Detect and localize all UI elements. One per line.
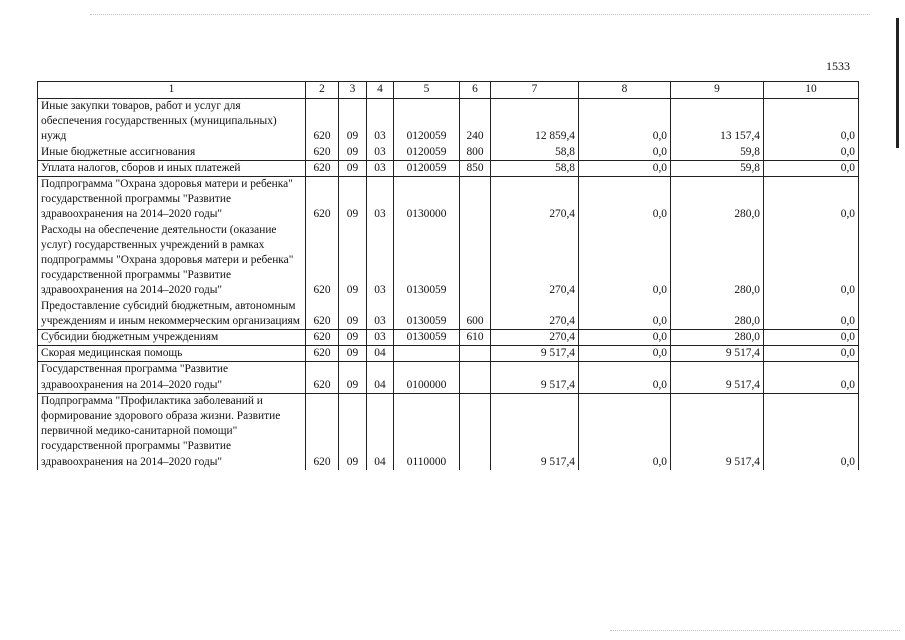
cell-col-7: 9 517,4 bbox=[491, 346, 579, 362]
cell-col-10: 0,0 bbox=[764, 223, 859, 299]
table-row bbox=[38, 299, 859, 330]
cell-col-8: 0,0 bbox=[579, 362, 671, 393]
cell-col-4: 03 bbox=[367, 299, 394, 330]
cell-col-3: 09 bbox=[339, 346, 367, 362]
cell-col-6 bbox=[460, 177, 491, 223]
row-name: Скорая медицинская помощь bbox=[38, 346, 306, 362]
row-name: Иные закупки товаров, работ и услуг для обеспечения государственных (муниципальных) нужд bbox=[38, 99, 306, 145]
header-row bbox=[38, 82, 859, 99]
table-body bbox=[38, 99, 859, 470]
table-row bbox=[38, 346, 859, 362]
cell-col-6: 850 bbox=[460, 160, 491, 176]
cell-col-9: 9 517,4 bbox=[671, 362, 764, 393]
cell-col-2: 620 bbox=[306, 160, 339, 176]
table-row bbox=[38, 393, 859, 470]
cell-col-10: 0,0 bbox=[764, 99, 859, 145]
cell-col-8: 0,0 bbox=[579, 160, 671, 176]
cell-col-9: 280,0 bbox=[671, 330, 764, 346]
cell-col-10: 0,0 bbox=[764, 393, 859, 470]
cell-col-7: 270,4 bbox=[491, 223, 579, 299]
table-row bbox=[38, 330, 859, 346]
cell-col-6: 610 bbox=[460, 330, 491, 346]
cell-col-10: 0,0 bbox=[764, 362, 859, 393]
cell-col-3: 09 bbox=[339, 223, 367, 299]
cell-col-8: 0,0 bbox=[579, 99, 671, 145]
table-row bbox=[38, 160, 859, 176]
cell-col-2: 620 bbox=[306, 223, 339, 299]
cell-col-9: 59,8 bbox=[671, 160, 764, 176]
cell-col-8: 0,0 bbox=[579, 346, 671, 362]
row-name: Предоставление субсидий бюджетным, автономным учреждениям и иным некоммерческим организациям bbox=[38, 299, 306, 330]
cell-col-6: 800 bbox=[460, 145, 491, 161]
cell-col-8: 0,0 bbox=[579, 299, 671, 330]
cell-col-5: 0130000 bbox=[394, 177, 460, 223]
table-row bbox=[38, 362, 859, 393]
column-header-4: 4 bbox=[367, 82, 394, 99]
cell-col-6 bbox=[460, 362, 491, 393]
row-name: Подпрограмма "Профилактика заболеваний и формирование здорового образа жизни. Развитие первичной медико-санитарной помощи" государственной программы "Развитие здравоохранения на 2014–2020 годы" bbox=[38, 393, 306, 470]
cell-col-6: 240 bbox=[460, 99, 491, 145]
cell-col-8: 0,0 bbox=[579, 330, 671, 346]
cell-col-6 bbox=[460, 346, 491, 362]
row-name: Государственная программа "Развитие здравоохранения на 2014–2020 годы" bbox=[38, 362, 306, 393]
row-name: Иные бюджетные ассигнования bbox=[38, 145, 306, 161]
cell-col-10: 0,0 bbox=[764, 330, 859, 346]
cell-col-8: 0,0 bbox=[579, 145, 671, 161]
cell-col-5: 0120059 bbox=[394, 99, 460, 145]
cell-col-10: 0,0 bbox=[764, 299, 859, 330]
cell-col-4: 03 bbox=[367, 223, 394, 299]
cell-col-4: 03 bbox=[367, 160, 394, 176]
table-header bbox=[38, 82, 859, 99]
row-name: Уплата налогов, сборов и иных платежей bbox=[38, 160, 306, 176]
cell-col-2: 620 bbox=[306, 362, 339, 393]
column-header-6: 6 bbox=[460, 82, 491, 99]
cell-col-3: 09 bbox=[339, 362, 367, 393]
table-row bbox=[38, 177, 859, 223]
scan-artifact-top bbox=[90, 14, 870, 16]
cell-col-9: 280,0 bbox=[671, 223, 764, 299]
cell-col-10: 0,0 bbox=[764, 346, 859, 362]
cell-col-3: 09 bbox=[339, 99, 367, 145]
cell-col-2: 620 bbox=[306, 330, 339, 346]
cell-col-5 bbox=[394, 346, 460, 362]
cell-col-7: 12 859,4 bbox=[491, 99, 579, 145]
cell-col-7: 58,8 bbox=[491, 145, 579, 161]
cell-col-2: 620 bbox=[306, 346, 339, 362]
cell-col-3: 09 bbox=[339, 393, 367, 470]
cell-col-6 bbox=[460, 393, 491, 470]
cell-col-2: 620 bbox=[306, 299, 339, 330]
cell-col-5: 0130059 bbox=[394, 330, 460, 346]
table-row bbox=[38, 223, 859, 299]
cell-col-5: 0110000 bbox=[394, 393, 460, 470]
cell-col-8: 0,0 bbox=[579, 393, 671, 470]
column-header-7: 7 bbox=[491, 82, 579, 99]
cell-col-8: 0,0 bbox=[579, 223, 671, 299]
cell-col-5: 0120059 bbox=[394, 160, 460, 176]
cell-col-4: 04 bbox=[367, 362, 394, 393]
column-header-9: 9 bbox=[671, 82, 764, 99]
cell-col-2: 620 bbox=[306, 99, 339, 145]
cell-col-7: 58,8 bbox=[491, 160, 579, 176]
column-header-8: 8 bbox=[579, 82, 671, 99]
row-name: Субсидии бюджетным учреждениям bbox=[38, 330, 306, 346]
cell-col-9: 280,0 bbox=[671, 177, 764, 223]
cell-col-4: 03 bbox=[367, 145, 394, 161]
cell-col-4: 03 bbox=[367, 99, 394, 145]
cell-col-4: 03 bbox=[367, 177, 394, 223]
cell-col-4: 04 bbox=[367, 346, 394, 362]
cell-col-5: 0130059 bbox=[394, 223, 460, 299]
column-header-10: 10 bbox=[764, 82, 859, 99]
page-number: 1533 bbox=[826, 59, 850, 73]
cell-col-2: 620 bbox=[306, 393, 339, 470]
cell-col-7: 270,4 bbox=[491, 299, 579, 330]
cell-col-3: 09 bbox=[339, 299, 367, 330]
cell-col-3: 09 bbox=[339, 330, 367, 346]
cell-col-5: 0130059 bbox=[394, 299, 460, 330]
cell-col-3: 09 bbox=[339, 177, 367, 223]
cell-col-5: 0120059 bbox=[394, 145, 460, 161]
table-row bbox=[38, 145, 859, 161]
cell-col-4: 03 bbox=[367, 330, 394, 346]
cell-col-9: 9 517,4 bbox=[671, 346, 764, 362]
cell-col-5: 0100000 bbox=[394, 362, 460, 393]
cell-col-3: 09 bbox=[339, 160, 367, 176]
cell-col-10: 0,0 bbox=[764, 145, 859, 161]
scan-artifact-bottom bbox=[610, 630, 900, 632]
cell-col-6: 600 bbox=[460, 299, 491, 330]
cell-col-7: 270,4 bbox=[491, 330, 579, 346]
cell-col-10: 0,0 bbox=[764, 177, 859, 223]
row-name: Расходы на обеспечение деятельности (оказание услуг) государственных учреждений в рамках подпрограммы "Охрана здоровья матери и ребенка" государственной программы "Развитие здравоохранения на 2014–2020 годы" bbox=[38, 223, 306, 299]
column-header-5: 5 bbox=[394, 82, 460, 99]
cell-col-6 bbox=[460, 223, 491, 299]
table-row bbox=[38, 99, 859, 145]
row-name: Подпрограмма "Охрана здоровья матери и ребенка" государственной программы "Развитие здравоохранения на 2014–2020 годы" bbox=[38, 177, 306, 223]
cell-col-9: 280,0 bbox=[671, 299, 764, 330]
cell-col-9: 13 157,4 bbox=[671, 99, 764, 145]
column-header-2: 2 bbox=[306, 82, 339, 99]
column-header-3: 3 bbox=[339, 82, 367, 99]
cell-col-9: 59,8 bbox=[671, 145, 764, 161]
page-edge-mark bbox=[896, 18, 899, 148]
cell-col-7: 9 517,4 bbox=[491, 362, 579, 393]
cell-col-7: 270,4 bbox=[491, 177, 579, 223]
cell-col-2: 620 bbox=[306, 145, 339, 161]
cell-col-3: 09 bbox=[339, 145, 367, 161]
cell-col-9: 9 517,4 bbox=[671, 393, 764, 470]
cell-col-4: 04 bbox=[367, 393, 394, 470]
cell-col-7: 9 517,4 bbox=[491, 393, 579, 470]
cell-col-10: 0,0 bbox=[764, 160, 859, 176]
cell-col-2: 620 bbox=[306, 177, 339, 223]
cell-col-8: 0,0 bbox=[579, 177, 671, 223]
budget-table bbox=[37, 81, 859, 470]
column-header-1: 1 bbox=[38, 82, 306, 99]
